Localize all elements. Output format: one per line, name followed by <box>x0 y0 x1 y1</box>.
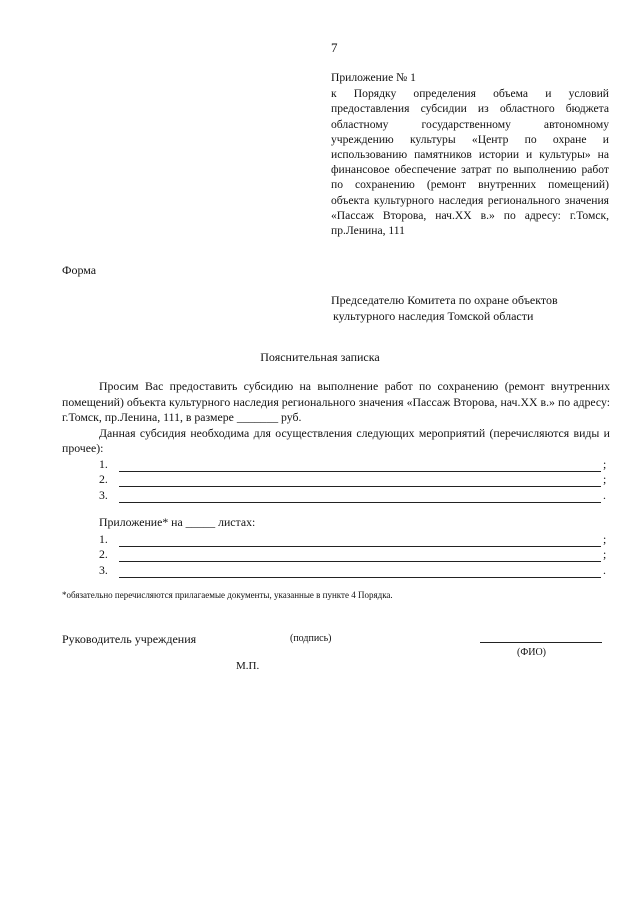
attachments-list <box>99 531 609 578</box>
fill-in-line[interactable] <box>119 550 601 562</box>
document-title: Пояснительная записка <box>260 350 380 364</box>
list-item-terminator: . <box>603 562 606 577</box>
list-item-terminator: ; <box>603 472 607 486</box>
addressee-line-1: Председателю Комитета по охране объектов <box>331 293 558 307</box>
addressee-block <box>331 293 558 324</box>
list-item-terminator: . <box>603 487 606 502</box>
list-item <box>99 456 609 472</box>
attachments-label: Приложение* на _____ листах: <box>99 515 256 529</box>
body-paragraph-2: Данная субсидия необходима для осуществления следующих мероприятий (перечисляются виды и прочее): <box>62 425 610 455</box>
fio-label: (ФИО) <box>517 647 547 658</box>
list-item <box>99 472 609 488</box>
appendix-title: Приложение № 1 <box>331 71 416 84</box>
head-label: Руководитель учреждения <box>62 632 197 646</box>
form-label: Форма <box>62 263 97 277</box>
signature-block <box>62 632 610 672</box>
list-item <box>99 547 609 563</box>
fill-in-line[interactable] <box>119 475 601 487</box>
list-item-number: 2. <box>99 472 108 486</box>
body-paragraph-1: Просим Вас предоставить субсидию на выполнение работ по сохранению (ремонт внутренних помещений) объекта культурного наследия регионального значения «Пассаж Второва, нач.XX в.» по адресу: г.Томск, пр.Ленина, 111, в размере _______ руб. <box>62 379 610 424</box>
page-number: 7 <box>331 40 338 55</box>
fill-in-line[interactable] <box>119 566 601 578</box>
list-item <box>99 531 609 547</box>
list-item-number: 1. <box>99 531 108 546</box>
list-item <box>99 562 609 578</box>
fio-line[interactable] <box>480 642 602 643</box>
list-item <box>99 487 609 503</box>
list-item-terminator: ; <box>603 547 607 561</box>
list-item-number: 2. <box>99 547 108 561</box>
appendix-block <box>331 70 609 238</box>
addressee-line-2: культурного наследия Томской области <box>333 308 534 323</box>
fill-in-line[interactable] <box>119 460 601 472</box>
fill-in-line[interactable] <box>119 535 601 547</box>
fill-in-line[interactable] <box>119 491 601 503</box>
list-item-terminator: ; <box>603 456 607 471</box>
list-item-number: 3. <box>99 487 108 502</box>
appendix-text: к Порядку определения объема и условий предоставления субсидии из областного бюджета областному государственному автономному учреждению культуры «Центр по охране и использованию памятников истории и культуры» на финансовое обеспечение затрат по выполнению работ по сохранению (ремонт внутренних помещений) объекта культурного наследия регионального значения «Пассаж Второва, нач.XX в.» по адресу: г.Томск, пр.Ленина, 111 <box>331 87 609 238</box>
list-item-number: 3. <box>99 562 108 577</box>
stamp-label: М.П. <box>236 660 260 672</box>
footnote: *обязательно перечисляются прилагаемые документы, указанные в пункте 4 Порядка. <box>62 590 393 600</box>
list-item-terminator: ; <box>603 531 607 546</box>
body-text <box>62 379 610 457</box>
list-item-number: 1. <box>99 456 108 471</box>
signature-label: (подпись) <box>290 633 332 644</box>
activities-list <box>99 456 609 503</box>
